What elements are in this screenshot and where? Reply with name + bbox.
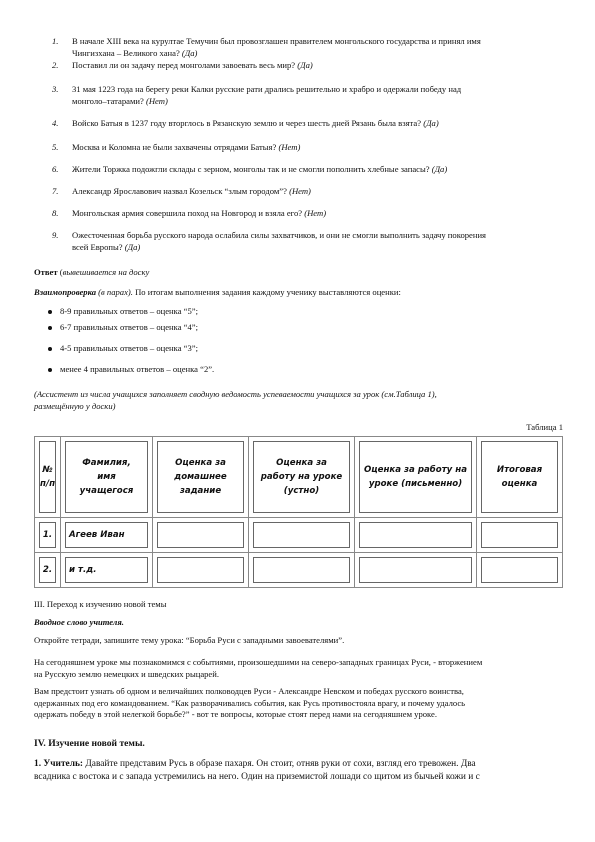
table-cell: Агеев Иван <box>61 518 153 553</box>
question-text: Войско Батыя в 1237 году вторглось в Рязанскую землю и через шесть дней Рязань была взята? (Да) <box>72 118 439 128</box>
table-header-cell: Оценка за работу на уроке (устно) <box>249 437 355 518</box>
question-number: 3. <box>52 84 59 94</box>
question-number: 4. <box>52 118 59 128</box>
question-text: Жители Торжка подожгли склады с зерном, монголы так и не смогли пополнить хлебные запасы? (Да) <box>72 164 448 174</box>
table-cell <box>153 518 249 553</box>
table-cell <box>355 518 477 553</box>
table-cell <box>249 553 355 588</box>
intro-label: Вводное слово учителя. <box>34 617 124 627</box>
question-text: Поставил ли он задачу перед монголами завоевать весь мир? (Да) <box>72 60 313 70</box>
question-answer: (Нет) <box>278 142 301 152</box>
question-text: В начале XIII века на курултае Темучин был провозглашен правителем монгольского государства и принял имя Чингизхана – Великого хана? (Да) <box>72 36 481 58</box>
paragraph-1: Откройте тетради, запишите тему урока: “Борьба Руси с западными завоевателями”. <box>34 635 345 645</box>
teacher-label: 1. Учитель: <box>34 759 84 769</box>
question-number: 2. <box>52 60 59 70</box>
peer-check-label: Взаимопроверка <box>34 287 97 297</box>
table-cell <box>355 553 477 588</box>
table-row <box>35 553 563 588</box>
table-header-row <box>35 437 563 518</box>
question-answer: (Да) <box>297 60 313 70</box>
question-answer: (Да) <box>431 164 448 174</box>
section-4-heading: IV. Изучение новой темы. <box>34 738 145 749</box>
table-cell <box>477 553 563 588</box>
question-answer: (Да) <box>124 241 141 252</box>
table-cell: 2. <box>35 553 61 588</box>
table-caption: Таблица 1 <box>526 422 563 432</box>
table-row <box>35 518 563 553</box>
question-answer: (Да) <box>181 47 198 58</box>
paragraph-3: Вам предстоит узнать об одном и величайших полководцев Руси - Александре Невском и победах русского воинства, одержанных под его командованием. “Как разворачивались события, как Русь противостояла врагу, и почему удалось одержать победу в этой нелегкой борьбе?” - вот те вопросы, которые стоят перед нами на сегодняшнем уроке. <box>34 686 466 719</box>
answer-note: вывешивается на доску <box>62 267 150 277</box>
table-header-cell: Оценка за работу на уроке (письменно) <box>355 437 477 518</box>
table-header-cell: № п/п <box>35 437 61 518</box>
grades-table <box>34 436 563 588</box>
paragraph-2: На сегодняшнем уроке мы познакомимся с событиями, произошедшими на северо-западных границах Руси, - вторжением на Русскую землю немецких и шведских рыцарей. <box>34 657 483 679</box>
question-text: 31 мая 1223 года на берегу реки Калки русские рати дрались решительно и храбро и одержали победу над монголо–татарами? (Нет) <box>72 84 462 106</box>
table-cell <box>249 518 355 553</box>
bullet-icon <box>48 347 52 351</box>
question-answer: (Нет) <box>304 208 327 218</box>
question-number: 1. <box>52 36 59 46</box>
question-text: Александр Ярославович назвал Козельск “злым городом”? (Нет) <box>72 186 311 196</box>
teacher-paragraph: 1. Учитель: Давайте представим Русь в образе пахаря. Он стоит, отняв руки от сохи, взгляд его тревожен. Два всадника с востока и с запада устремились на него. Один на приземистой лошади со щитом из бычьей кожи и с <box>34 759 480 782</box>
table-header-cell: Фамилия, имя учащегося <box>61 437 153 518</box>
table-cell <box>153 553 249 588</box>
section-3-heading: III. Переход к изучению новой темы <box>34 599 167 609</box>
question-number: 8. <box>52 208 59 218</box>
question-text: Москва и Коломна не были захвачены отрядами Батыя? (Нет) <box>72 142 301 152</box>
bullet-icon <box>48 368 52 372</box>
document-page: 1. В начале XIII века на курултае Темучин был провозглашен правителем монгольского государства и принял имя Чингизхана – Великого хана? (Да) 2. Поставил ли он задачу перед монголами завоевать весь мир? (Да) 3. 31 мая 1223 года на берегу реки Калки русские рати дрались решительно и храбро и одержали победу над монголо–татарами? (Нет) 4. Войско Батыя в 1237 году вторглось в Рязанскую землю и через шесть дней Рязань была взята? (Да) 5. Москва и Коломна не были захвачены отрядами Батыя? (Нет) 6. Жители Торжка подожгли склады с зерном, монголы так и не смогли пополнить хлебные запасы? (Да) 7. Александр Ярославович назвал Козельск “злым городом”? (Нет) 8. Монгольская армия совершила поход на Новгород и взяла его? (Нет) 9. Ожесточенная борьба русского народа ослабила силы захватчиков, и они не смогли выполнить задачу покорения всей Европы? (Да) Ответ (вывешивается на доску Взаимопроверка (в парах). По итогам выполнения задания каждому ученику выставляются оценки: 8-9 правильных ответов – оценка “5”; 6-7 правильных ответов – оценка “4”; 4-5 правильных ответов – оценка “3”; менее 4 правильных ответов – оценка “2”. (Ассистент из числа учащихся заполняет сводную ведомость успеваемости учащихся за урок (см.Таблица 1), размещённую у доски) Таблица 1 № п/п Фамилия, имя учащегося Оценка за домашнее задание Оценка за работу на уроке (устно) Оценка за работу на уроке (письменно) Итоговая оценка 1. Агеев Иван 2. и т.д. III. Переход к изучению новой темы Вводное слово учителя. Откройте тетради, запишите тему урока: “Борьба Руси с западными завоевателями”. На сегодняшнем уроке мы познакомимся с событиями, произошедшими на северо-западных границах Руси, - вторжением на Русскую землю немецких и шведских рыцарей. Вам предстоит узнать об одном и величайших полководцев Руси - Александре Невском и победах русского воинства, одержанных под его командованием. “Как разворачивались события, как Русь противостояла врагу, и почему удалось одержать победу в этой нелегкой борьбе?” - вот те вопросы, которые стоят перед нами на сегодняшнем уроке. IV. Изучение новой темы. 1. Учитель: Давайте представим Русь в образе пахаря. Он стоит, отняв руки от сохи, взгляд его тревожен. Два всадника с востока и с запада устремились на него. Один на приземистой лошади со щитом из бычьей кожи и с <box>34 36 563 782</box>
bullet-icon <box>48 310 52 314</box>
question-answer: (Нет) <box>289 186 311 196</box>
table-cell: и т.д. <box>61 553 153 588</box>
question-answer: (Нет) <box>145 95 168 106</box>
table-header-cell: Итоговая оценка <box>477 437 563 518</box>
table-cell <box>477 518 563 553</box>
peer-check-line: Взаимопроверка (в парах). По итогам выполнения задания каждому ученику выставляются оценки: <box>34 287 401 297</box>
answer-label: Ответ <box>34 267 58 277</box>
question-text: Ожесточенная борьба русского народа ослабила силы захватчиков, и они не смогли выполнить задачу покорения всей Европы? (Да) <box>72 230 486 252</box>
bullet-icon <box>48 326 52 330</box>
question-number: 5. <box>52 142 59 152</box>
table-header-cell: Оценка за домашнее задание <box>153 437 249 518</box>
question-number: 6. <box>52 164 59 174</box>
table-cell: 1. <box>35 518 61 553</box>
question-text: Монгольская армия совершила поход на Новгород и взяла его? (Нет) <box>72 208 327 218</box>
answer-line: Ответ (вывешивается на доску <box>34 267 150 277</box>
question-number: 7. <box>52 186 59 196</box>
question-answer: (Да) <box>423 118 439 128</box>
assistant-note: (Ассистент из числа учащихся заполняет сводную ведомость успеваемости учащихся за урок (см.Таблица 1), размещённую у доски) <box>34 389 437 411</box>
question-number: 9. <box>52 230 59 240</box>
